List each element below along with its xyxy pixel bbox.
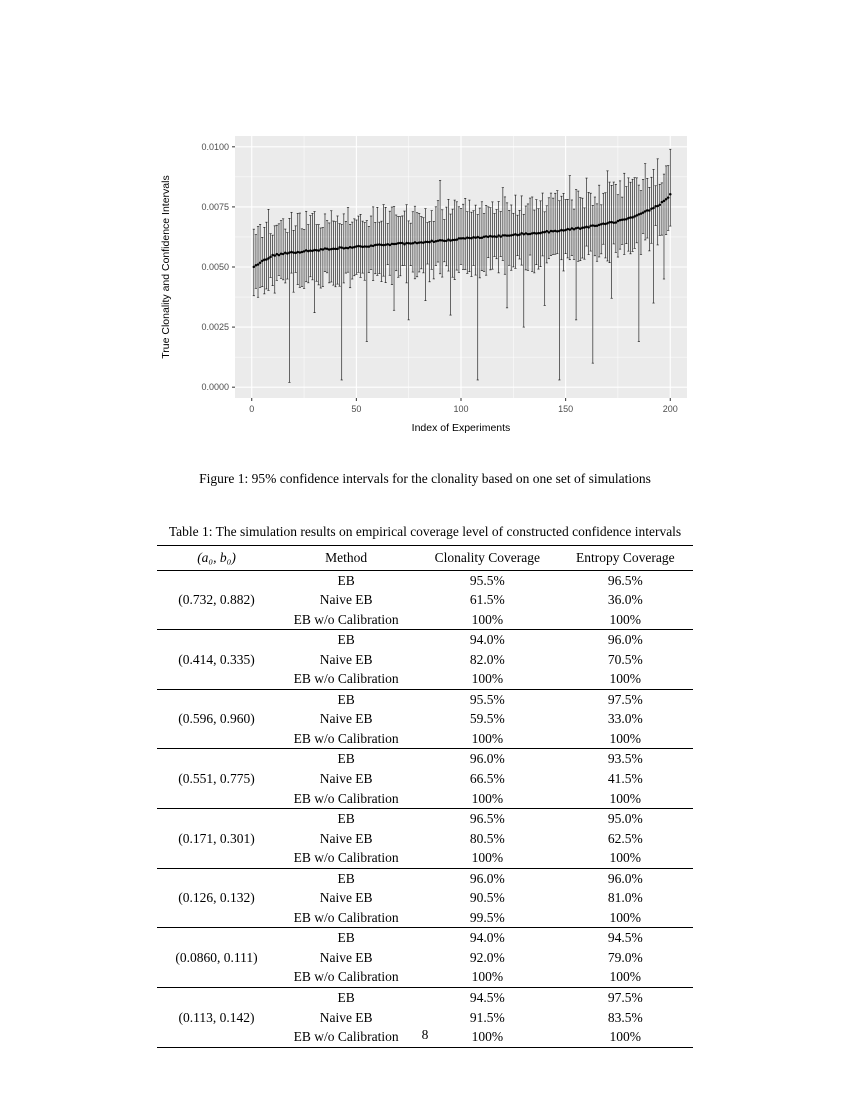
mean-point [299,251,302,254]
mean-point [569,228,572,231]
y-tick-label: 0.0075 [201,201,229,212]
clonality-cell: 66.5% [469,771,505,787]
entropy-cell: 81.0% [607,890,643,906]
mean-point [663,200,666,203]
mean-point [667,196,670,199]
clonality-cell: 59.5% [469,711,505,727]
entropy-cell: 100% [558,848,693,868]
table-row [157,809,692,829]
y-tick-label: 0.0000 [201,382,229,393]
clonality-cell: 100% [417,610,558,630]
mean-point [600,223,603,226]
mean-point [426,241,429,244]
method-cell: EB w/o Calibration [276,967,417,987]
clonality-cell: 94.0% [469,632,505,648]
mean-point [504,234,507,237]
method-cell: EB w/o Calibration [276,669,417,689]
method-cell: Naive EB [319,890,373,906]
entropy-cell: 96.0% [607,632,643,648]
mean-point [516,234,519,237]
table-1 [0,545,850,1048]
method-cell: Naive EB [319,1009,373,1025]
clonality-cell: 100% [417,848,558,868]
method-cell: EB [337,870,355,886]
table-row [157,868,692,888]
mean-point [445,240,448,243]
mean-point [405,242,408,245]
mean-point [351,246,354,249]
clonality-cell: 96.0% [469,870,505,886]
entropy-cell: 100% [558,610,693,630]
mean-point [453,239,456,242]
mean-point [315,249,318,252]
mean-point [661,201,664,204]
mean-point [518,233,521,236]
header-pair: (a₀, b₀) [157,546,275,571]
method-cell: Naive EB [319,830,373,846]
method-cell: EB [337,930,355,946]
method-cell: EB w/o Calibration [276,729,417,749]
method-cell: EB [337,751,355,767]
mean-point [401,242,404,245]
entropy-cell: 100% [558,908,693,928]
entropy-cell: 79.0% [607,949,643,965]
mean-point [274,254,277,257]
clonality-cell: 95.5% [469,572,505,588]
entropy-cell: 93.5% [607,751,643,767]
mean-point [309,249,312,252]
mean-point [259,261,262,264]
mean-point [483,236,486,239]
clonality-cell: 95.5% [469,691,505,707]
mean-point [355,245,358,248]
x-tick-label: 50 [351,404,362,414]
y-tick-label: 0.0100 [201,141,229,152]
method-cell: EB [337,990,355,1006]
table-row [157,689,692,709]
mean-point [269,256,272,259]
mean-point [435,240,438,243]
mean-point [336,248,339,251]
clonality-cell: 91.5% [469,1009,505,1025]
table-header [157,546,692,571]
mean-point [472,236,475,239]
entropy-cell: 97.5% [607,691,643,707]
mean-point [345,247,348,250]
table-row [157,988,692,1008]
mean-point [257,263,260,266]
mean-point [562,229,565,232]
method-cell: EB w/o Calibration [276,610,417,630]
method-cell: EB w/o Calibration [276,1027,417,1047]
table-row [157,630,692,650]
mean-point [531,232,534,235]
figure-caption: Figure 1: 95% confidence intervals for the clonality based on one set of simulations [199,471,651,486]
y-tick-label: 0.0025 [201,322,229,333]
mean-point [278,254,281,257]
method-cell: EB w/o Calibration [276,789,417,809]
y-axis-title: True Clonality and Confidence Intervals [160,175,172,359]
table-row [157,570,692,590]
mean-point [656,205,659,208]
mean-point [267,257,270,260]
mean-point [560,229,563,232]
mean-point [330,248,333,251]
clonality-cell: 92.0% [469,949,505,965]
mean-point [500,235,503,238]
mean-point [510,234,513,237]
mean-point [554,230,557,233]
clonality-cell: 100% [417,669,558,689]
entropy-cell: 36.0% [607,592,643,608]
mean-point [437,240,440,243]
pair-cell: (0.732, 0.882) [157,570,275,630]
method-cell: EB w/o Calibration [276,848,417,868]
mean-point [652,207,655,210]
method-cell: Naive EB [319,651,373,667]
entropy-cell: 100% [558,1027,693,1047]
mean-point [587,226,590,229]
mean-point [669,193,672,196]
method-cell: Naive EB [319,949,373,965]
method-cell: Naive EB [319,771,373,787]
results-table [157,545,692,1048]
entropy-cell: 70.5% [607,651,643,667]
entropy-cell: 100% [558,789,693,809]
mean-point [428,241,431,244]
pair-cell: (0.171, 0.301) [157,809,275,869]
pair-cell: (0.551, 0.775) [157,749,275,809]
mean-point [349,246,352,249]
mean-point [533,232,536,235]
pair-cell: (0.126, 0.132) [157,868,275,928]
entropy-cell: 100% [558,967,693,987]
mean-point [384,244,387,247]
mean-point [307,250,310,253]
clonality-cell: 82.0% [469,651,505,667]
entropy-cell: 100% [558,669,693,689]
mean-point [282,253,285,256]
entropy-cell: 97.5% [607,990,643,1006]
x-tick-label: 150 [558,404,574,414]
clonality-cell: 100% [417,789,558,809]
header-row [157,546,692,571]
entropy-cell: 33.0% [607,711,643,727]
clonality-cell: 80.5% [469,830,505,846]
mean-point [320,248,323,251]
header-entropy: Entropy Coverage [558,546,693,571]
mean-point [535,232,538,235]
clonality-cell: 100% [417,967,558,987]
entropy-cell: 96.5% [607,572,643,588]
table-caption: Table 1: The simulation results on empirical coverage level of constructed confidence intervals [168,524,682,539]
mean-point [382,244,385,247]
entropy-cell: 100% [558,729,693,749]
method-cell: EB [337,632,355,648]
entropy-cell: 94.5% [607,930,643,946]
pair-cell: (0.113, 0.142) [157,988,275,1048]
mean-point [361,246,364,249]
table-row [157,749,692,769]
header-clonality: Clonality Coverage [417,546,558,571]
table-row [157,928,692,948]
figure-chart [155,126,695,444]
mean-point [642,211,645,214]
header-method: Method [276,546,417,571]
figure-1 [0,126,850,444]
mean-point [485,235,488,238]
mean-point [665,198,668,201]
method-cell: EB [337,691,355,707]
mean-point [495,236,498,239]
mean-point [493,235,496,238]
clonality-cell: 94.5% [469,990,505,1006]
x-tick-label: 0 [249,404,255,414]
entropy-cell: 41.5% [607,771,643,787]
mean-point [359,245,362,248]
method-cell: EB [337,811,355,827]
mean-point [420,241,423,244]
mean-point [441,239,444,242]
mean-point [556,230,559,233]
pair-cell: (0.596, 0.960) [157,689,275,749]
mean-point [403,243,406,246]
clonality-cell: 61.5% [469,592,505,608]
mean-point [615,221,618,224]
mean-point [648,209,651,212]
clonality-cell: 100% [417,1027,558,1047]
y-tick-label: 0.0050 [201,262,229,272]
clonality-cell: 96.0% [469,751,505,767]
clonality-cell: 99.5% [417,908,558,928]
mean-point [292,251,295,254]
entropy-cell: 95.0% [607,811,643,827]
mean-point [548,231,551,234]
mean-point [378,243,381,246]
clonality-cell: 96.5% [469,811,505,827]
x-tick-label: 100 [453,404,469,414]
method-cell: Naive EB [319,711,373,727]
pair-cell: (0.414, 0.335) [157,630,275,690]
mean-point [416,242,419,245]
mean-point [297,251,300,254]
mean-point [343,247,346,250]
method-cell: EB [337,572,355,588]
mean-point [659,203,662,206]
mean-point [575,227,578,230]
table-body [157,570,692,1047]
mean-point [546,230,549,233]
clonality-cell: 100% [417,729,558,749]
entropy-cell: 62.5% [607,830,643,846]
pair-cell: (0.0860, 0.111) [157,928,275,988]
mean-point [357,245,360,248]
mean-point [619,219,622,222]
mean-point [456,238,459,241]
mean-point [265,258,268,261]
clonality-cell: 90.5% [469,890,505,906]
entropy-cell: 96.0% [607,870,643,886]
entropy-cell: 83.5% [607,1009,643,1025]
page-number: 8 [421,1027,429,1042]
mean-point [253,266,256,269]
mean-point [466,236,469,239]
x-axis-title: Index of Experiments [411,422,511,434]
mean-point [552,230,555,233]
method-cell: EB w/o Calibration [276,908,417,928]
x-tick-label: 200 [662,404,678,414]
mean-point [317,249,320,252]
method-cell: Naive EB [319,592,373,608]
mean-point [338,246,341,249]
clonality-cell: 94.0% [469,930,505,946]
